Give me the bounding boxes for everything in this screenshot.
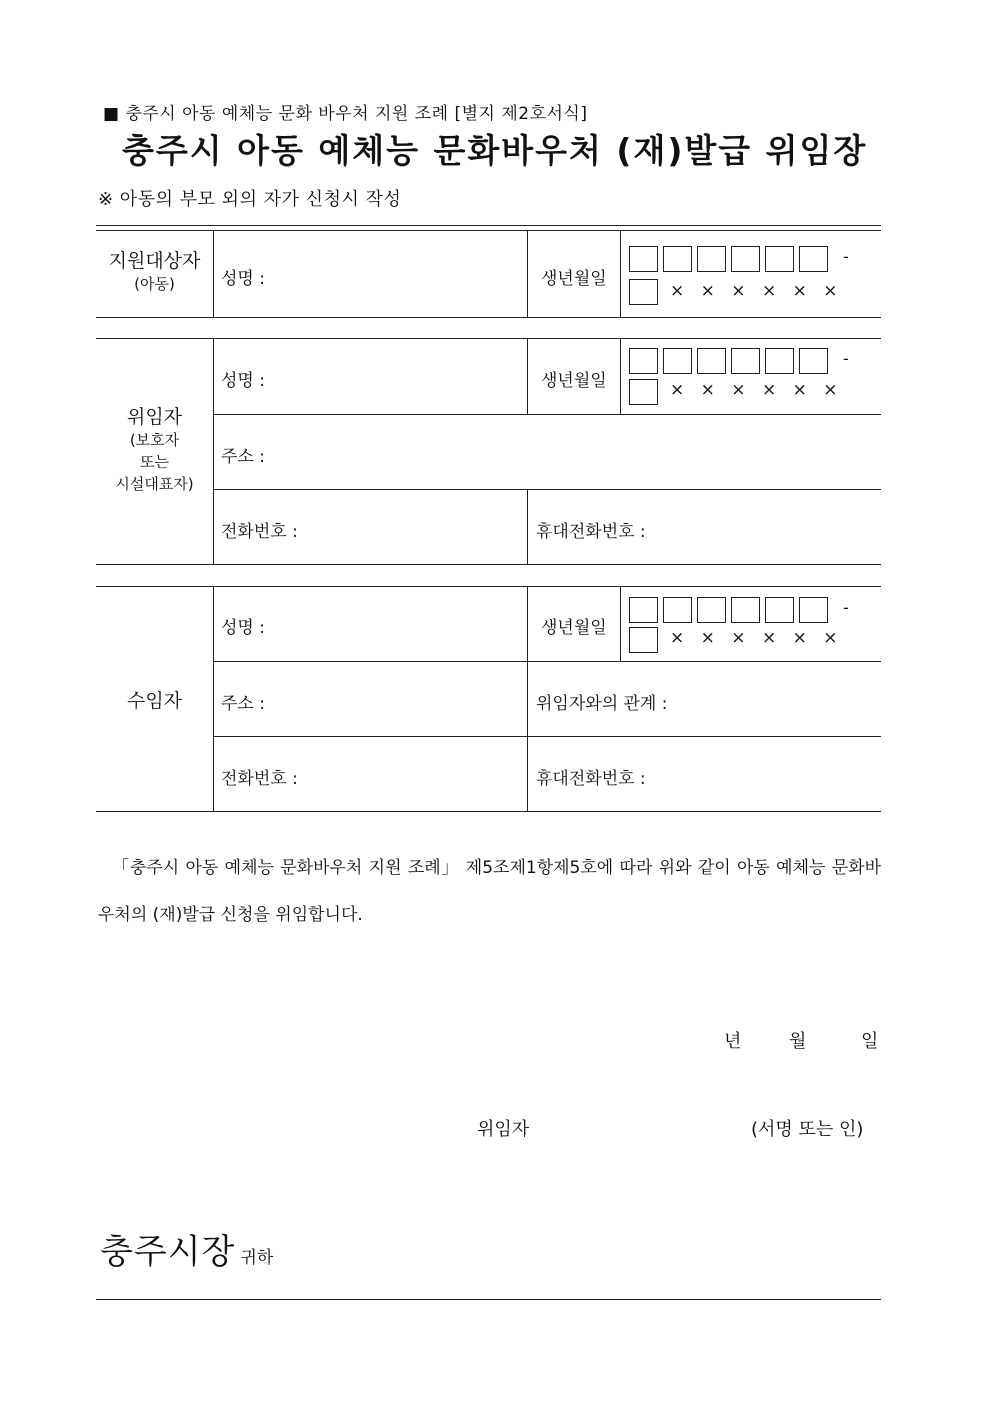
birth-masked-digits: × × × × × ×: [670, 380, 838, 400]
birth-separator: -: [843, 598, 849, 617]
signature-field[interactable]: (서명 또는 인): [751, 1119, 864, 1140]
delegator-mobile-field[interactable]: 휴대전화번호 :: [536, 522, 646, 542]
page-title: 충주시 아동 예체능 문화바우처 (재)발급 위임장: [122, 131, 868, 170]
child-birth-label: 생년월일: [541, 269, 607, 289]
recipient-line: [100, 1224, 273, 1273]
birth-digit-box[interactable]: [765, 597, 794, 623]
delegator-phone-field[interactable]: 전화번호 :: [221, 522, 298, 542]
delegator-address-field[interactable]: 주소 :: [221, 447, 265, 467]
birth-separator: -: [843, 247, 849, 266]
divider: [620, 586, 621, 661]
birth-digit-box[interactable]: [663, 246, 692, 272]
delegate-section-header: [96, 686, 213, 713]
divider: [213, 338, 214, 564]
birth-digit-box[interactable]: [799, 246, 828, 272]
birth-digit-box[interactable]: [731, 348, 760, 374]
divider: [527, 489, 528, 564]
birth-digit-box[interactable]: [629, 246, 658, 272]
birth-digit-box[interactable]: [629, 379, 658, 405]
birth-digit-box[interactable]: [731, 246, 760, 272]
delegate-phone-field[interactable]: 전화번호 :: [221, 769, 298, 789]
date-month-label: 월: [789, 1031, 807, 1052]
birth-digit-box[interactable]: [663, 597, 692, 623]
birth-masked-digits: × × × × × ×: [670, 628, 838, 648]
divider: [213, 586, 214, 811]
birth-digit-box[interactable]: [629, 279, 658, 305]
delegator-subtitle-line: (보호자: [129, 431, 180, 449]
divider: [527, 586, 528, 811]
delegate-section-title: 수임자: [126, 690, 183, 712]
child-section-header: [96, 246, 213, 295]
delegate-birth-label: 생년월일: [541, 618, 607, 638]
birth-digit-box[interactable]: [629, 627, 658, 653]
birth-digit-box[interactable]: [697, 246, 726, 272]
delegate-name-field[interactable]: 성명 :: [221, 618, 265, 638]
recipient-suffix: 귀하: [240, 1248, 274, 1268]
birth-digit-box[interactable]: [731, 597, 760, 623]
child-section-title: 지원대상자: [108, 250, 201, 272]
form-reference-note: ■ 충주시 아동 예체능 문화 바우처 지원 조례 [별지 제2호서식]: [103, 104, 588, 124]
date-year-label: 년: [724, 1031, 742, 1052]
birth-separator: -: [843, 349, 849, 368]
divider: [96, 564, 881, 565]
delegation-statement: 「충주시 아동 예체능 문화바우처 지원 조례」 제5조제1항제5호에 따라 위와 같이 아동 예체능 문화바우처의 (재)발급 신청을 위임합니다.: [98, 858, 881, 925]
delegator-birth-label: 생년월일: [541, 371, 607, 391]
signature-label: 위임자: [477, 1119, 530, 1140]
birth-digit-box[interactable]: [629, 597, 658, 623]
delegator-subtitle-line: 시설대표자): [115, 475, 194, 493]
birth-digit-box[interactable]: [799, 348, 828, 374]
date-day-label: 일: [861, 1031, 879, 1052]
divider: [620, 230, 621, 317]
birth-digit-box[interactable]: [663, 348, 692, 374]
delegator-name-field[interactable]: 성명 :: [221, 371, 265, 391]
divider: [213, 736, 881, 737]
divider: [213, 661, 881, 662]
divider: [527, 338, 528, 414]
delegator-subtitle-line: 또는: [140, 453, 169, 471]
delegate-address-field[interactable]: 주소 :: [221, 694, 265, 714]
divider: [96, 811, 881, 812]
delegate-relation-field[interactable]: 위임자와의 관계 :: [536, 694, 668, 714]
divider: [527, 230, 528, 317]
birth-digit-box[interactable]: [765, 348, 794, 374]
divider: [213, 414, 881, 415]
delegator-section-title: 위임자: [126, 406, 183, 428]
birth-digit-box[interactable]: [697, 597, 726, 623]
divider: [213, 230, 214, 317]
delegate-mobile-field[interactable]: 휴대전화번호 :: [536, 769, 646, 789]
birth-digit-box[interactable]: [799, 597, 828, 623]
birth-masked-digits: × × × × × ×: [670, 281, 838, 301]
recipient-name: 충주시장: [100, 1232, 236, 1272]
divider: [620, 338, 621, 414]
footer-divider: [96, 1299, 881, 1300]
child-name-field[interactable]: 성명 :: [221, 269, 265, 289]
divider: [96, 225, 881, 226]
instruction-note: ※ 아동의 부모 외의 자가 신청시 작성: [98, 189, 402, 210]
divider: [213, 489, 881, 490]
child-section-subtitle: (아동): [134, 275, 175, 293]
birth-digit-box[interactable]: [765, 246, 794, 272]
birth-digit-box[interactable]: [697, 348, 726, 374]
birth-digit-box[interactable]: [629, 348, 658, 374]
delegator-section-header: [96, 402, 213, 495]
divider: [96, 317, 881, 318]
